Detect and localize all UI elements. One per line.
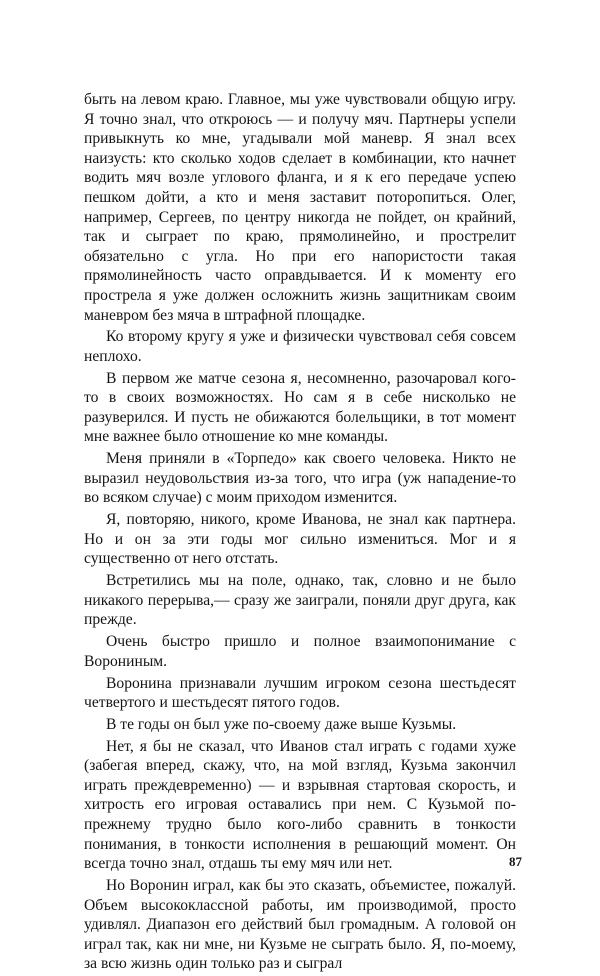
paragraph-10: Нет, я бы не сказал, что Иванов стал играть с годами хуже (забегая вперед, скажу, что, на мой взгляд, Кузьма закончил играть преждевременно) — и взрывная стартовая скорость, и хитрость его игровая оставались при нем. С Кузьмой по-прежнему трудно было кого-либо сравнить в тонкости понимания, в тонкости исполнения в решающий момент. Он всегда точно знал, отдашь ты ему мяч или нет. [84,737,516,873]
paragraph-1: быть на левом краю. Главное, мы уже чувствовали общую игру. Я точно знал, что откроюсь — и получу мяч. Партнеры успели привыкнуть ко мне, угадывали мой маневр. Я знал всех наизусть: кто сколько ходов сделает в комбинации, кто начнет водить мяч возле углового фланга, и я к его передаче успею пешком дойти, а кто и меня заставит поторопиться. Олег, например, Сергеев, по центру никогда не пойдет, он крайний, так и сыграет по краю, прямолинейно, и прострелит обязательно с угла. Но при его напористости такая прямолинейность часто оправдывается. И к моменту его прострела я уже должен осложнить жизнь защитникам своим маневром без мяча в штрафной площадке. [84,91,516,324]
paragraph-2: Ко второму кругу я уже и физически чувствовал себя совсем неплохо. [84,328,516,365]
paragraph-4: Меня приняли в «Торпедо» как своего человека. Никто не выразил неудовольствия из-за того, что игра (уж нападение-то во всяком случае) с моим приходом изменится. [84,450,516,507]
page-number: 87 [509,854,522,869]
paragraph-6: Встретились мы на поле, однако, так, словно и не было никакого перерыва,— сразу же заиграли, поняли друг друга, как прежде. [84,572,516,629]
paragraph-11: Но Воронин играл, как бы это сказать, объемистее, пожалуй. Объем высококлассной работы, им производимой, просто удивлял. Диапазон его действий был громадным. А головой он играл так, как ни мне, ни Кузьме не сыграть было. Я, по-моему, за всю жизнь один только раз и сыграл [84,877,516,973]
paragraph-5: Я, повторяю, никого, кроме Иванова, не знал как партнера. Но и он за эти годы мог сильно измениться. Мог и я существенно от него отстать. [84,511,516,568]
body-text [84,90,516,976]
paragraph-9: В те годы он был уже по-своему даже выше Кузьмы. [106,715,457,733]
paragraph-8: Воронина признавали лучшим игроком сезона шестьдесят четвертого и шестьдесят пятого годов. [84,674,516,712]
paragraph-3: В первом же матче сезона я, несомненно, разочаровал кого-то в своих возможностях. Но сам я в себе нисколько не разуверился. И пусть не обижаются болельщики, в тот момент мне важнее было отношение ко мне команды. [84,369,516,446]
paragraph-7: Очень быстро пришло и полное взаимопонимание с Ворониным. [84,633,516,670]
